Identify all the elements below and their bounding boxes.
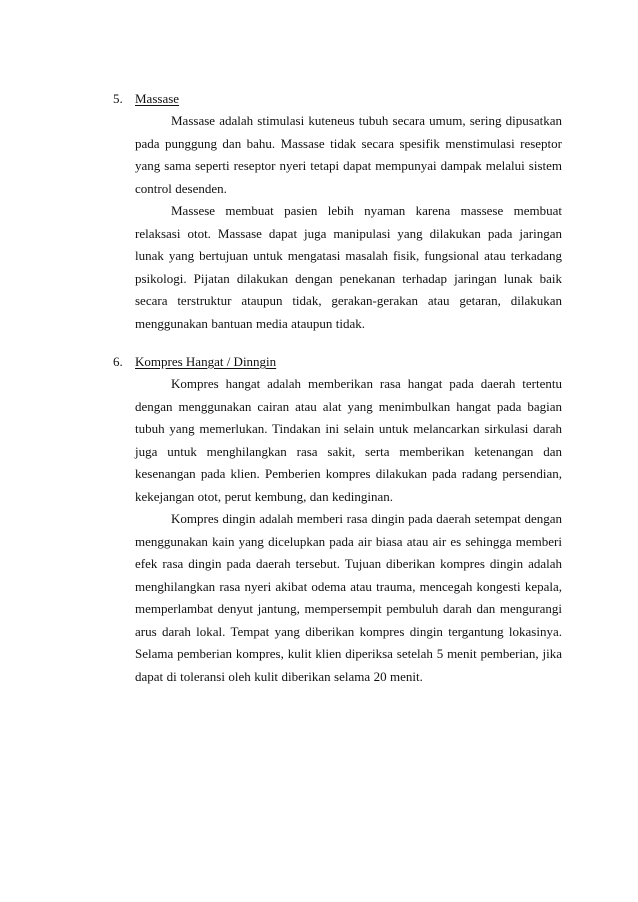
section-title: Massase bbox=[135, 91, 180, 106]
section-number: 6. bbox=[113, 354, 123, 369]
paragraph: Kompres hangat adalah memberikan rasa hangat pada daerah tertentu dengan menggunakan cairan atau alat yang menimbulkan hangat pada bagian tubuh yang memerlukan. Tindakan ini selain untuk melancarkan sirkulasi darah juga untuk menghilangkan rasa sakit, serta memberikan ketenangan dan kesenangan pada klien. Pemberien kompres dilakukan pada radang persendian, kekejangan otot, perut kembung, dan kedinginan. bbox=[135, 376, 562, 504]
section-number: 5. bbox=[113, 91, 123, 106]
paragraph: Massese membuat pasien lebih nyaman karena massese membuat relaksasi otot. Massase dapat juga manipulasi yang dilakukan pada jaringan lunak yang bertujuan untuk mengatasi masalah fisik, fungsional atau terkadang psikologi. Pijatan dilakukan dengan penekanan terhadap jaringan lunak baik secara terstruktur ataupun tidak, gerakan-gerakan atau getaran, dilakukan menggunakan bantuan media ataupun tidak. bbox=[135, 203, 562, 331]
paragraph: Massase adalah stimulasi kuteneus tubuh secara umum, sering dipusatkan pada punggung dan bahu. Massase tidak secara spesifik menstimulasi reseptor yang sama seperti reseptor nyeri tetapi dapat mempunyai dampak melalui sistem control desenden. bbox=[135, 113, 562, 196]
section-body bbox=[135, 373, 562, 688]
section-kompres bbox=[113, 351, 562, 688]
section-title: Kompres Hangat / Dinngin bbox=[135, 354, 277, 369]
section-heading bbox=[113, 88, 562, 110]
paragraph: Kompres dingin adalah memberi rasa dingin pada daerah setempat dengan menggunakan kain yang dicelupkan pada air biasa atau air es sehingga memberi efek rasa dingin pada daerah tersebut. Tujuan diberikan kompres dingin adalah menghilangkan rasa nyeri akibat odema atau trauma, mencegah kongesti kepala, memperlambat denyut jantung, mempersempit pembuluh darah dan mengurangi arus darah lokal. Tempat yang diberikan kompres dingin tergantung lokasinya. Selama pemberian kompres, kulit klien diperiksa setelah 5 menit pemberian, jika dapat di toleransi oleh kulit diberikan selama 20 menit. bbox=[135, 511, 562, 684]
section-heading bbox=[113, 351, 562, 373]
section-massase bbox=[113, 88, 562, 335]
section-body bbox=[135, 110, 562, 335]
